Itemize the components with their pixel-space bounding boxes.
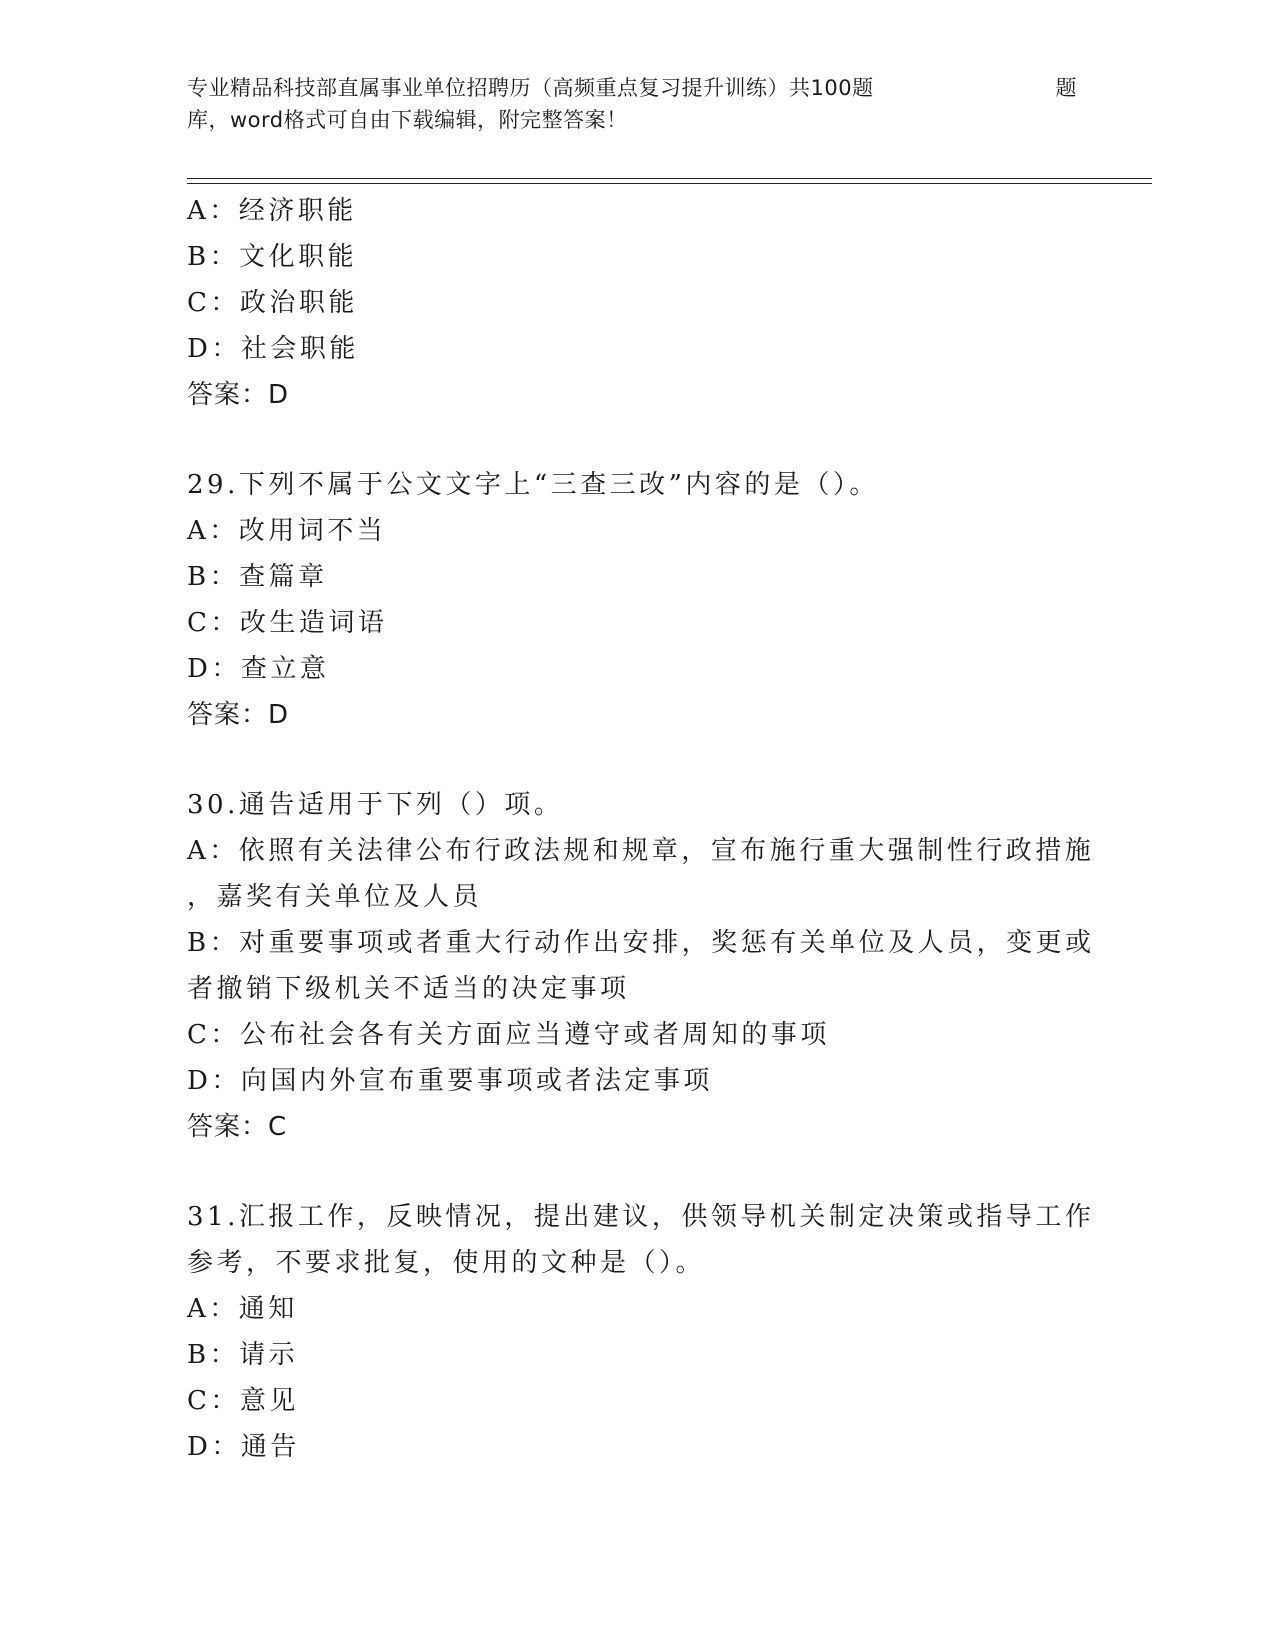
- option-c: C：政治职能: [187, 288, 358, 318]
- option-b: B：文化职能: [187, 242, 358, 272]
- answer: 答案：D: [187, 380, 290, 410]
- option-a-line-2: ，嘉奖有关单位及人员: [187, 882, 483, 912]
- question-31: [187, 1194, 1095, 1470]
- option-a: A：通知: [187, 1294, 298, 1324]
- question-list: [187, 188, 1095, 1470]
- option-d: D：查立意: [187, 654, 330, 684]
- header-line-1: [187, 72, 1077, 104]
- page-header: [187, 72, 1077, 136]
- answer: 答案：D: [187, 700, 290, 730]
- question-stem-line-1: 31.汇报工作，反映情况，提出建议，供领导机关制定决策或指导工作: [187, 1202, 1095, 1232]
- header-line-2: 库，word格式可自由下载编辑，附完整答案！: [187, 108, 628, 132]
- option-a-line-1: A：依照有关法律公布行政法规和规章，宣布施行重大强制性行政措施: [187, 836, 1095, 866]
- option-d: D：社会职能: [187, 334, 359, 364]
- option-c: C：公布社会各有关方面应当遵守或者周知的事项: [187, 1020, 830, 1050]
- option-b-line-1: B：对重要事项或者重大行动作出安排，奖惩有关单位及人员，变更或: [187, 928, 1095, 958]
- option-d: D：通告: [187, 1432, 300, 1462]
- question-spacer: [187, 738, 1087, 782]
- question-spacer: [187, 1150, 1087, 1194]
- option-b-line-2: 者撤销下级机关不适当的决定事项: [187, 974, 630, 1004]
- option-a: A：经济职能: [187, 196, 357, 226]
- option-c: C：意见: [187, 1386, 299, 1416]
- question-spacer: [187, 418, 1087, 462]
- question-29: [187, 462, 1087, 738]
- answer: 答案：C: [187, 1112, 288, 1142]
- option-b: B：查篇章: [187, 562, 328, 592]
- question-stem: 29.下列不属于公文文字上“三查三改”内容的是（）。: [187, 470, 879, 500]
- header-divider-bottom: [187, 183, 1152, 184]
- header-title: 专业精品科技部直属事业单位招聘历（高频重点复习提升训练）共100题: [187, 76, 874, 100]
- question-stem: 30.通告适用于下列（）项。: [187, 790, 564, 820]
- option-a: A：改用词不当: [187, 516, 387, 546]
- header-divider-top: [187, 178, 1152, 179]
- header-title-tail: 题: [1055, 76, 1077, 100]
- option-c: C：改生造词语: [187, 608, 388, 638]
- question-30: [187, 782, 1095, 1150]
- question-28: [187, 188, 1087, 418]
- option-d: D：向国内外宣布重要事项或者法定事项: [187, 1066, 713, 1096]
- option-b: B：请示: [187, 1340, 299, 1370]
- question-stem-line-2: 参考，不要求批复，使用的文种是（）。: [187, 1248, 706, 1278]
